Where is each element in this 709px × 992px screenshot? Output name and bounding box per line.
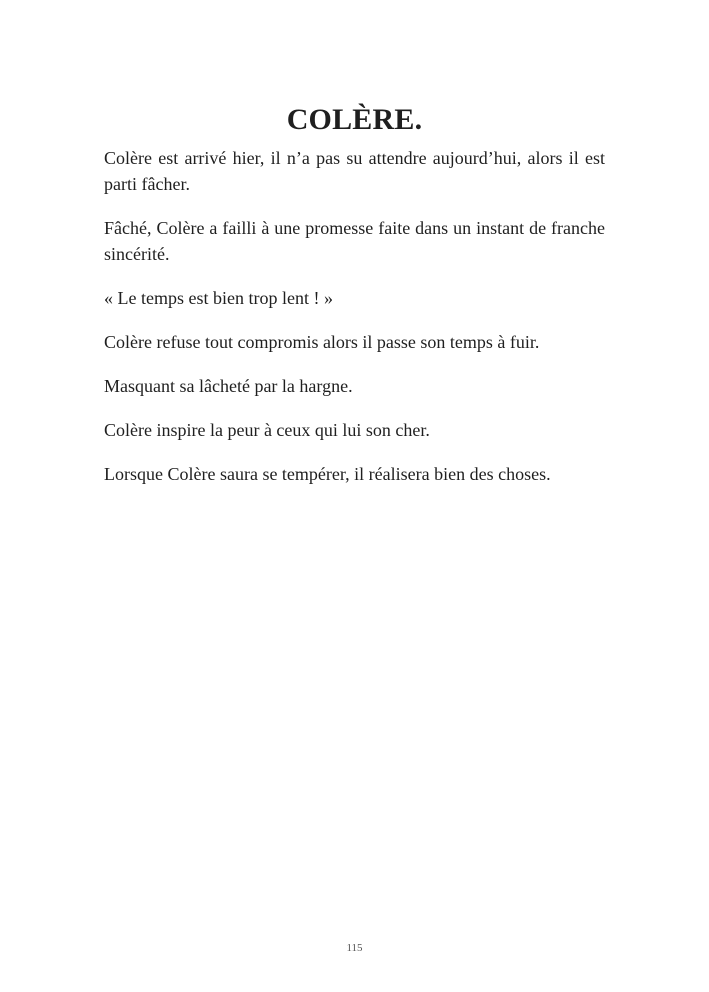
paragraph-3-quote: « Le temps est bien trop lent ! » <box>104 288 333 308</box>
paragraph-5: Masquant sa lâcheté par la hargne. <box>104 376 353 396</box>
paragraph-2: Fâché, Colère a failli à une promesse faite dans un instant de franche sincérité. <box>104 218 605 264</box>
page-number: 115 <box>346 942 363 954</box>
body-text <box>104 145 605 505</box>
paragraph-6: Colère inspire la peur à ceux qui lui son cher. <box>104 420 430 440</box>
paragraph-4: Colère refuse tout compromis alors il passe son temps à fuir. <box>104 332 540 352</box>
paragraph-7: Lorsque Colère saura se tempérer, il réalisera bien des choses. <box>104 464 551 484</box>
page-title: COLÈRE. <box>286 103 423 137</box>
paragraph-1: Colère est arrivé hier, il n’a pas su attendre aujourd’hui, alors il est parti fâcher. <box>104 148 605 194</box>
